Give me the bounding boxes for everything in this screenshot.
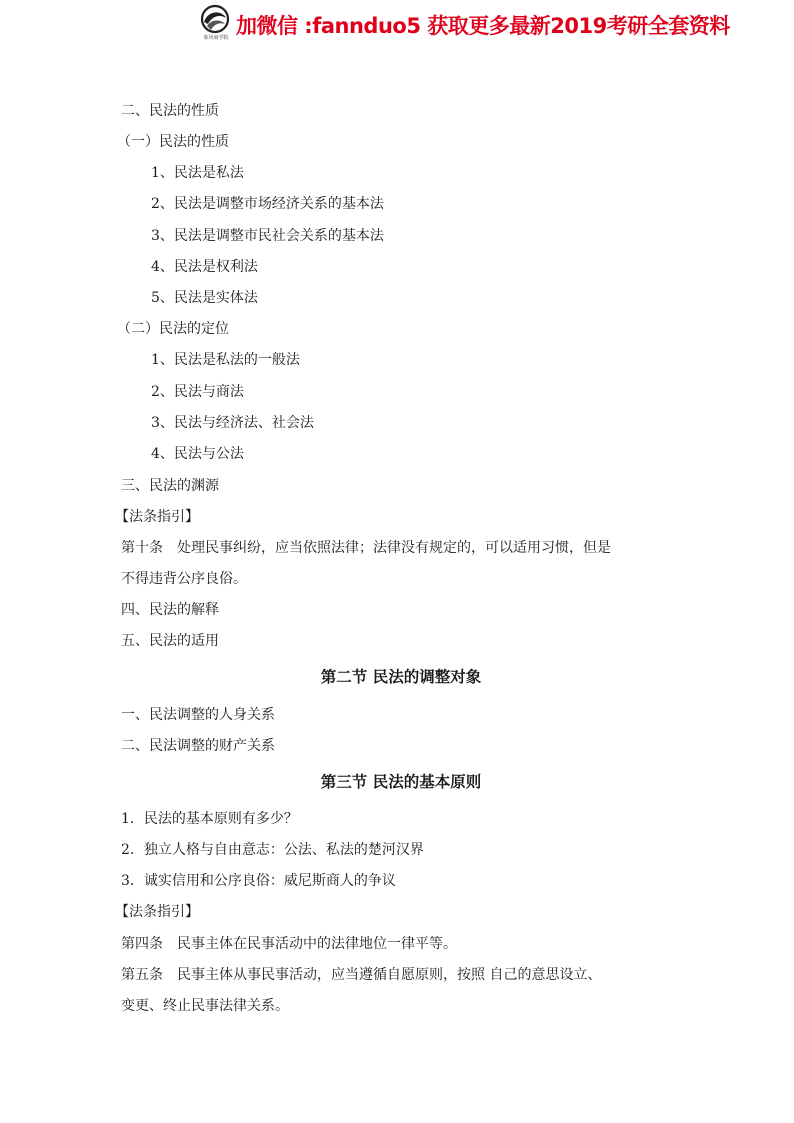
list-item: 3、民法与经济法、社会法 <box>151 415 314 431</box>
list-item: 4、民法与公法 <box>151 446 244 462</box>
chapter-heading: 第三节 民法的基本原则 <box>320 773 482 791</box>
subsection-title: （一）民法的性质 <box>117 134 229 150</box>
promo-banner: 加微信 :fannduo5 获取更多最新2019考研全套资料 <box>236 14 730 38</box>
list-item: 1、民法是私法 <box>151 165 244 181</box>
list-item: 1、民法是私法的一般法 <box>151 352 300 368</box>
list-item: 1．民法的基本原则有多少？ <box>121 811 298 827</box>
section-title: 二、民法的性质 <box>121 103 219 119</box>
statute-article: 第十条 处理民事纠纷，应当依照法律；法律没有规定的，可以适用习惯，但是 <box>121 540 611 556</box>
list-item: 3、民法是调整市民社会关系的基本法 <box>151 228 384 244</box>
list-item: 2、民法与商法 <box>151 384 244 400</box>
statute-reference-label: 【法条指引】 <box>115 509 199 525</box>
section-title: 五、民法的适用 <box>121 633 219 649</box>
logo-caption: 象风商学院 <box>203 35 229 41</box>
statute-reference-label: 【法条指引】 <box>115 904 199 920</box>
list-item: 2、民法是调整市场经济关系的基本法 <box>151 196 384 212</box>
statute-article: 第四条 民事主体在民事活动中的法律地位一律平等。 <box>121 936 457 952</box>
list-item: 2．独立人格与自由意志：公法、私法的楚河汉界 <box>121 842 424 858</box>
subsection-title: （二）民法的定位 <box>117 321 229 337</box>
section-title: 四、民法的解释 <box>121 602 219 618</box>
list-item: 3．诚实信用和公序良俗：威尼斯商人的争议 <box>121 873 396 889</box>
statute-article-continued: 变更、终止民事法律关系。 <box>121 998 289 1014</box>
section-title: 三、民法的渊源 <box>121 478 219 494</box>
page-header <box>0 0 794 52</box>
chapter-heading: 第二节 民法的调整对象 <box>320 668 482 686</box>
statute-article-continued: 不得违背公序良俗。 <box>121 571 247 587</box>
list-item: 5、民法是实体法 <box>151 290 258 306</box>
section-title: 二、民法调整的财产关系 <box>121 738 275 754</box>
section-title: 一、民法调整的人身关系 <box>121 707 275 723</box>
list-item: 4、民法是权利法 <box>151 259 258 275</box>
statute-article: 第五条 民事主体从事民事活动，应当遵循自愿原则，按照 自己的意思设立、 <box>121 967 602 983</box>
